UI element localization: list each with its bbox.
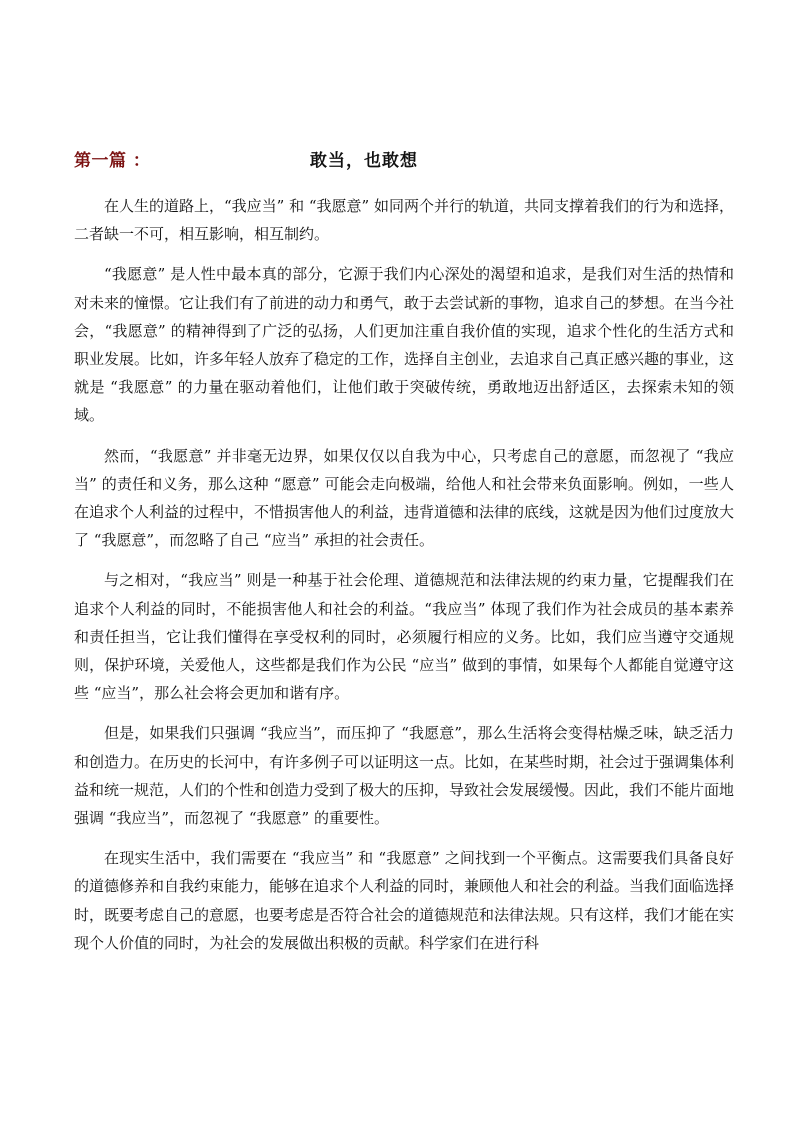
chapter-label: 第一篇 ： [74, 151, 151, 171]
paragraph: “我愿意” 是人性中最本真的部分，它源于我们内心深处的渴望和追求，是我们对生活的热情和对未来的憧憬。它让我们有了前进的动力和勇气，敢于去尝试新的事物，追求自己的梦想。在当今社会，“我愿意” 的精神得到了广泛的弘扬，人们更加注重自我价值的实现，追求个性化的生活方式和职业发展。比如，许多年轻人放弃了稳定的工作，选择自主创业，去追求自己真正感兴趣的事业，这就是 “我愿意” 的力量在驱动着他们，让他们敢于突破传统，勇敢地迈出舒适区，去探索未知的领域。 [74, 265, 735, 425]
paragraph: 然而，“我愿意” 并非毫无边界，如果仅仅以自我为中心，只考虑自己的意愿，而忽视了 “我应当” 的责任和义务，那么这种 “愿意” 可能会走向极端，给他人和社会带来负面影响。例如，一些人在追求个人利益的过程中，不惜损害他人的利益，违背道德和法律的底线，这就是因为他们过度放大了 “我愿意”，而忽略了自己 “应当” 承担的社会责任。 [74, 446, 735, 550]
chapter-title: 敢当，也敢想 [310, 151, 418, 171]
paragraph: 但是，如果我们只强调 “我应当”，而压抑了 “我愿意”，那么生活将会变得枯燥乏味，缺乏活力和创造力。在历史的长河中，有许多例子可以证明这一点。比如，在某些时期，社会过于强调集体利益和统一规范，人们的个性和创造力受到了极大的压抑，导致社会发展缓慢。因此，我们不能片面地强调 “我应当”，而忽视了 “我愿意” 的重要性。 [74, 724, 735, 828]
paragraph: 与之相对，“我应当” 则是一种基于社会伦理、道德规范和法律法规的约束力量，它提醒我们在追求个人利益的同时，不能损害他人和社会的利益。“我应当” 体现了我们作为社会成员的基本素养和责任担当，它让我们懂得在享受权利的同时，必须履行相应的义务。比如，我们应当遵守交通规则，保护环境，关爱他人，这些都是我们作为公民 “应当” 做到的事情，如果每个人都能自觉遵守这些 “应当”，那么社会将会更加和谐有序。 [74, 571, 734, 703]
chapter-heading [74, 146, 734, 176]
paragraph: 在人生的道路上，“我应当” 和 “我愿意” 如同两个并行的轨道，共同支撑着我们的行为和选择，二者缺一不可，相互影响，相互制约。 [74, 197, 734, 244]
paragraph: 在现实生活中，我们需要在 “我应当” 和 “我愿意” 之间找到一个平衡点。这需要我们具备良好的道德修养和自我约束能力，能够在追求个人利益的同时，兼顾他人和社会的利益。当我们面临选择时，既要考虑自己的意愿，也要考虑是否符合社会的道德规范和法律法规。只有这样，我们才能在实现个人价值的同时，为社会的发展做出积极的贡献。科学家们在进行科 [74, 849, 735, 952]
body-text [74, 192, 734, 969]
